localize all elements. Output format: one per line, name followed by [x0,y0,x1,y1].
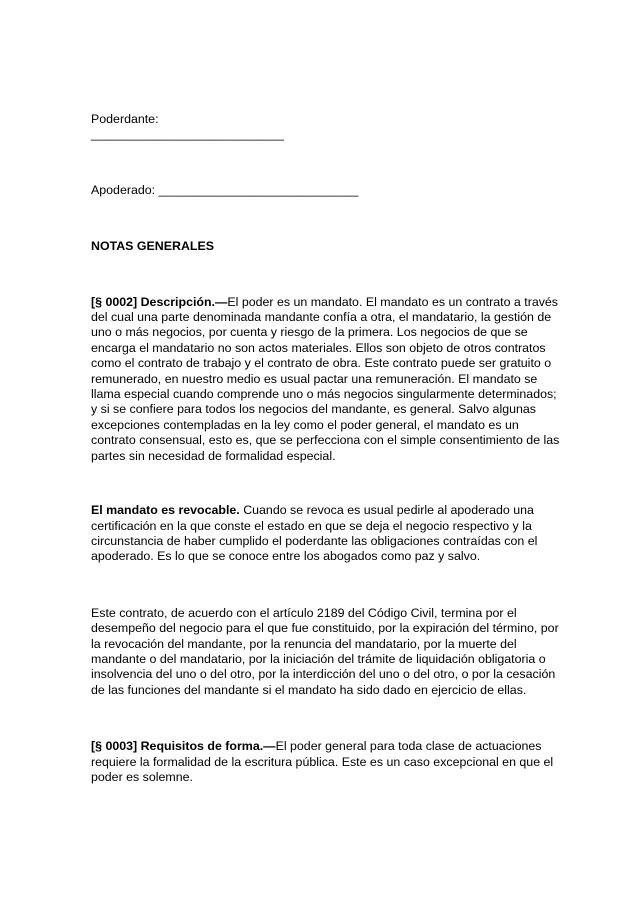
notas-generales-title: NOTAS GENERALES [91,239,214,254]
section-ref-0002: [§ 0002] [91,294,138,309]
spacer [91,698,561,739]
poderdante-field [91,112,561,143]
spacer [91,255,561,295]
revocable-body: Cuando se revoca es usual pedirle al apoderado una certificación en la que conste el estado en que se deja el negocio respectivo y la circunstancia de haber cumplido el poderdante las obligaciones contraídas con el apoderado. Es lo que se conoce entre los abogados como paz y salvo. [91,503,538,564]
paragraph-revocable [91,503,561,565]
requisitos-body: El poder general para toda clase de actuaciones requiere la formalidad de la escritura pública. Este es un caso excepcional en que el poder es solemne. [91,739,554,784]
terminacion-body: Este contrato, de acuerdo con el artículo 2189 del Código Civil, termina por el desempeño del negocio para el que fue constituido, por la expiración del término, por la revocación del mandante, por la renuncia del mandatario, por la muerte del mandante o del mandatario, por la iniciación del trámite de liquidación obligatoria o insolvencia del uno o del otro, por la interdicción del uno o del otro, o por la cesación de las funciones del mandante si el mandato ha sido dado en ejercicio de ellas. [91,605,559,697]
paragraph-descripcion [91,295,561,464]
poderdante-signature-line: ____________________________ [91,127,284,142]
spacer [91,198,561,239]
apoderado-signature-line: _____________________________ [158,182,359,197]
spacer [91,565,561,606]
descripcion-body: El poder es un mandato. El mandato es un contrato a través del cual una parte denominada mandante confía a otra, el mandatario, la gestión de uno o más negocios, por cuenta y riesgo de la primera. Los negocios de que se encarga el mandatario no son actos materiales. Ellos son objeto de otros contratos como el contrato de trabajo y el contrato de obra. Este contrato puede ser gratuito o remunerado, en nuestro medio es usual pactar una remuneración. El mandato se llama especial cuando comprende uno o más negocios singularmente determinados; y si se confiere para todos los negocios del mandante, es general. Salvo algunas excepciones contempladas en la ley como el poder general, el mandato es un contrato consensual, esto es, que se perfecciona con el simple consentimiento de las partes sin necesidad de formalidad especial. [91,294,560,463]
section-ref-0003: [§ 0003] [91,739,138,754]
apoderado-label: Apoderado: [91,182,156,197]
spacer [91,464,561,503]
paragraph-terminacion [91,606,561,698]
document-body [91,112,561,785]
descripcion-heading: Descripción.— [140,294,228,309]
apoderado-field [91,183,561,198]
paragraph-requisitos [91,739,561,785]
poderdante-label: Poderdante: [91,112,159,126]
revocable-heading: El mandato es revocable. [91,503,240,518]
requisitos-heading: Requisitos de forma.— [140,739,276,754]
spacer [91,143,561,183]
